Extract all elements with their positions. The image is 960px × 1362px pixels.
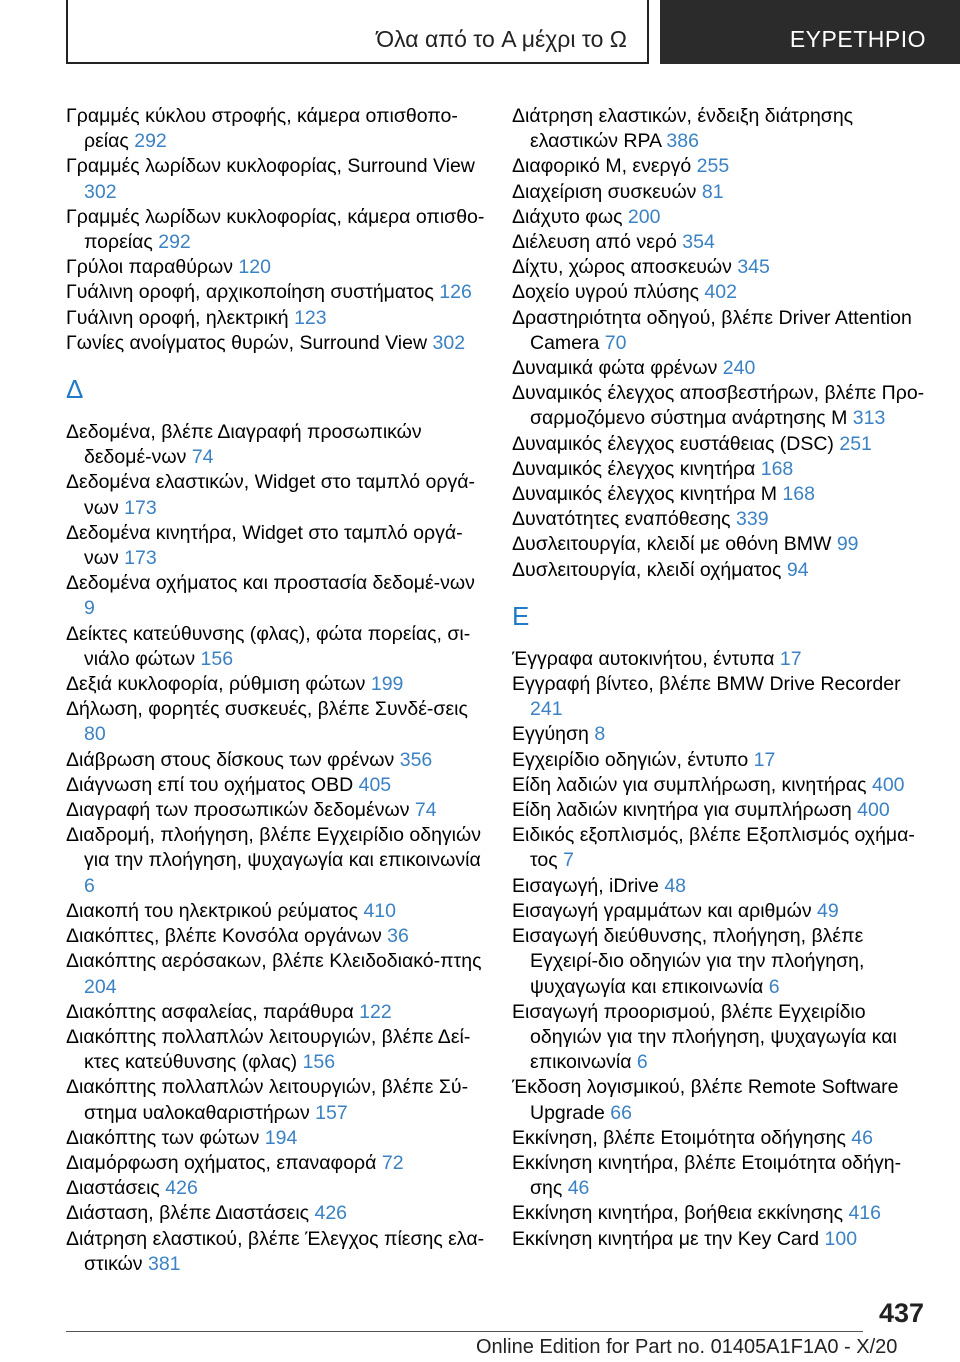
index-entry-text: Εισαγωγή γραμμάτων και αριθμών [512,899,812,922]
index-entry-text: Δείκτες κατεύθυνσης (φλας), φώτα πορείας, σι‐νιάλο φώτων [66,622,471,670]
page-reference-link[interactable]: 70 [604,331,627,354]
index-entry-text: Ειδικός εξοπλισμός, βλέπε Εξοπλισμός οχήμα‐τος [512,824,915,872]
section-header-tab [66,0,649,64]
page-reference-link[interactable]: 345 [737,256,770,279]
index-entry [512,798,930,823]
index-entry [66,255,486,280]
index-entry-text: Διάβρωση στους δίσκους των φρένων [66,748,395,771]
page-reference-link[interactable]: 74 [414,799,437,822]
index-entry [66,1126,486,1151]
page-reference-link[interactable]: 80 [84,723,106,746]
index-entry [512,1000,930,1076]
index-entry [66,949,486,999]
index-entry [512,457,930,482]
index-entry [66,1025,486,1075]
page-reference-link[interactable]: 48 [664,874,687,897]
page-reference-link[interactable]: 126 [439,281,472,304]
section-title: Όλα από το A μέχρι το Ω [376,26,627,52]
index-entry-text: Διάτρηση ελαστικών, ένδειξη διάτρησης ελαστικών RPA [512,105,854,153]
index-entry [512,1201,930,1226]
index-entry [66,1176,486,1201]
index-entry [66,331,486,356]
index-entry-text: Δραστηριότητα οδηγού, βλέπε Driver Attention Camera [512,306,912,354]
index-entry [512,748,930,773]
page-reference-link[interactable]: 194 [264,1126,298,1149]
index-entry-text: Γραμμές λωρίδων κυκλοφορίας, Surround View [66,155,475,178]
page-reference-link[interactable]: 416 [848,1202,881,1225]
page-reference-link[interactable]: 7 [563,849,574,872]
index-entry-text: Δεδομένα κινητήρα, Widget στο ταμπλό οργά‐νων [66,521,463,570]
page-reference-link[interactable]: 46 [567,1177,590,1200]
index-entry-text: Εγγύηση [512,723,589,746]
page-reference-link[interactable]: 200 [627,205,661,228]
index-entry [512,1126,930,1151]
index-entry [512,381,930,431]
index-entry-text: Δεδομένα ελαστικών, Widget στο ταμπλό οργά‐νων [66,471,475,519]
index-entry-text: Διέλευση από νερό [512,231,677,254]
index-entry-text: Εκκίνηση κινητήρα με την Key Card [512,1227,820,1250]
index-entry [512,773,930,798]
index-entry-text: Διαστάσεις [66,1177,160,1200]
page-reference-link[interactable]: 74 [191,446,214,469]
index-entry [66,1000,486,1025]
page-reference-link[interactable]: 46 [851,1126,873,1149]
index-entry-text: Διαγραφή των προσωπικών δεδομένων [66,799,410,822]
footer-divider [66,1331,863,1332]
index-entry-text: Εισαγωγή διεύθυνσης, πλοήγηση, βλέπε Εγχειρί‐διο οδηγιών για την πλοήγηση, ψυχαγωγία και επικοινωνία [512,925,865,998]
index-entry [66,672,486,697]
index-entry [66,823,486,899]
page-reference-link[interactable]: 241 [530,698,563,721]
page-reference-link[interactable]: 251 [839,432,872,455]
page-reference-link[interactable]: 354 [682,231,715,254]
index-entry-text: Διακόπτης πολλαπλών λειτουργιών, βλέπε Σύ‐στημα υαλοκαθαριστήρων [66,1076,469,1124]
index-entry [512,532,930,557]
page-reference-link[interactable]: 292 [158,231,191,254]
index-entry-text: Εισαγωγή, iDrive [512,874,659,897]
page-reference-link[interactable]: 313 [852,407,886,430]
index-entry [66,571,486,621]
page-reference-link[interactable]: 240 [722,357,756,380]
index-entry-text: Διαφορικό M, ενεργό [512,155,692,178]
page-reference-link[interactable]: 426 [165,1177,198,1200]
index-entry [66,1151,486,1176]
edition-text: Online Edition for Part no. 01405A1F1A0 - X/20 [476,1336,898,1358]
index-entry-text: Είδη λαδιών για συμπλήρωση, κινητήρας [512,773,867,796]
index-entry [66,697,486,747]
page-reference-link[interactable]: 426 [314,1202,348,1225]
gamma-entries [66,104,486,356]
index-entry [512,899,930,924]
index-entry-text: Γυάλινη οροφή, ηλεκτρική [66,306,289,329]
index-entry [66,521,486,571]
index-entry [66,924,486,949]
page-reference-link[interactable]: 302 [84,180,117,203]
index-entry-text: Διακόπτης αερόσακων, βλέπε Κλειδοδιακό‐πτης [66,950,482,973]
page-reference-link[interactable]: 168 [782,483,815,506]
index-entry-text: Δεδομένα, βλέπε Διαγραφή προσωπικών δεδομέ‐νων [66,421,422,469]
page-reference-link[interactable]: 199 [370,673,404,696]
index-entry-text: Δυναμικός έλεγχος κινητήρα M [512,483,777,506]
delta-entries [66,420,486,1277]
index-entry-text: Εγχειρίδιο οδηγιών, έντυπο [512,748,749,771]
index-entry [512,558,930,583]
index-entry-text: Γραμμές λωρίδων κυκλοφορίας, κάμερα οπισθο‐πορείας [66,205,485,254]
page-reference-link[interactable]: 120 [238,256,271,279]
index-entry-text: Έγγραφα αυτοκινήτου, έντυπα [512,647,775,670]
page-reference-link[interactable]: 9 [84,597,95,620]
page-reference-link[interactable]: 302 [432,331,466,354]
index-entry-text: Γωνίες ανοίγματος θυρών, Surround View [66,331,428,354]
page-reference-link[interactable]: 100 [824,1227,858,1250]
index-entry-text: Διακόπτες, βλέπε Κονσόλα οργάνων [66,925,382,948]
page-reference-link[interactable]: 339 [736,508,769,531]
index-entry [512,647,930,672]
page-reference-link[interactable]: 122 [359,1000,392,1023]
page-reference-link[interactable]: 173 [124,496,157,519]
page-reference-link[interactable]: 381 [147,1252,181,1275]
index-entry-text: Εκκίνηση, βλέπε Ετοιμότητα οδήγησης [512,1126,846,1149]
index-entry [512,874,930,899]
index-entry-text: Διάσταση, βλέπε Διαστάσεις [66,1202,310,1225]
page-reference-link[interactable]: 66 [610,1101,632,1124]
index-entry-text: Δυνατότητες εναπόθεσης [512,508,731,531]
page-reference-link[interactable]: 36 [387,925,409,948]
page-reference-link[interactable]: 156 [302,1051,336,1074]
page-reference-link[interactable]: 156 [200,647,234,670]
index-entry [512,255,930,280]
index-entry-text: Γραμμές κύκλου στροφής, κάμερα οπισθοπο‐ρείας [66,105,458,153]
page-reference-link[interactable]: 255 [696,155,730,178]
page-reference-link[interactable]: 99 [836,533,859,556]
index-column-right [512,104,930,1252]
index-entry-text: Είδη λαδιών κινητήρα για συμπλήρωση [512,799,852,822]
index-entry [66,280,486,305]
index-entry [66,205,486,255]
index-entry [512,823,930,873]
page-reference-link[interactable]: 17 [779,647,802,670]
page-reference-link[interactable]: 386 [666,130,699,153]
index-entry [66,798,486,823]
page-reference-link[interactable]: 356 [399,748,433,771]
page-reference-link[interactable]: 94 [786,558,809,581]
page-reference-link[interactable]: 49 [817,899,839,922]
page-reference-link[interactable]: 204 [84,975,117,998]
page-number: 437 [878,1298,924,1328]
index-entry [66,1201,486,1226]
index-entry-text: Έκδοση λογισμικού, βλέπε Remote Software Upgrade [512,1076,899,1124]
index-entry [66,773,486,798]
index-tab[interactable] [660,0,960,64]
page-reference-link[interactable]: 410 [363,899,396,922]
index-entry-text: Δυναμικός έλεγχος κινητήρα [512,457,756,480]
index-entry [512,230,930,255]
index-entry-text: Διαχείριση συσκευών [512,180,697,203]
index-entry [512,1227,930,1252]
index-entry-text: Διαδρομή, πλοήγηση, βλέπε Εγχειρίδιο οδηγιών για την πλοήγηση, ψυχαγωγία και επικοινωνία [66,824,481,872]
index-entry [512,432,930,457]
page-reference-link[interactable]: 6 [636,1051,648,1074]
index-entry [66,104,486,154]
index-tab-label: ΕΥΡΕΤΗΡΙΟ [789,26,926,52]
index-entry-text: Γυάλινη οροφή, αρχικοποίηση συστήματος [66,281,434,304]
page-reference-link[interactable]: 6 [768,975,780,998]
index-entry-text: Εισαγωγή προορισμού, βλέπε Εγχειρίδιο οδηγιών για την πλοήγηση, ψυχαγωγία και επικοινωνία [512,1000,897,1074]
index-entry-text: Δυναμικός έλεγχος αποσβεστήρων, βλέπε Προ‐σαρμοζόμενο σύστημα ανάρτησης M [512,382,925,430]
index-entry [66,420,486,470]
page-reference-link[interactable]: 168 [760,457,794,480]
index-entry-text: Διακόπτης ασφαλείας, παράθυρα [66,1000,354,1023]
page-reference-link[interactable]: 123 [294,306,327,329]
index-entry-text: Διακόπτης πολλαπλών λειτουργιών, βλέπε Δεί‐κτες κατεύθυνσης (φλας) [66,1025,471,1074]
index-entry [66,899,486,924]
index-entry-text: Δήλωση, φορητές συσκευές, βλέπε Συνδέ‐σεις [66,698,468,721]
index-entry-text: Δίχτυ, χώρος αποσκευών [512,256,732,279]
page-reference-link[interactable]: 400 [871,773,905,796]
index-entry-text: Δεδομένα οχήματος και προστασία δεδομέ‐νων [66,572,475,595]
index-entry [512,1151,930,1201]
index-entry [512,205,930,230]
epsilon-entries [512,647,930,1252]
index-entry-text: Δοχείο υγρού πλύσης [512,281,699,304]
page-reference-link[interactable]: 72 [381,1151,404,1174]
index-entry [512,280,930,305]
page-reference-link[interactable]: 157 [315,1101,348,1124]
page-reference-link[interactable]: 8 [594,723,606,746]
index-entry [66,306,486,331]
index-entry [512,482,930,507]
index-entry [66,748,486,773]
index-entry-text: Γρύλοι παραθύρων [66,256,233,279]
index-entry-text: Εκκίνηση κινητήρα, βλέπε Ετοιμότητα οδήγη‐σης [512,1151,902,1200]
index-entry [512,672,930,722]
index-entry-text: Διακοπή του ηλεκτρικού ρεύματος [66,899,359,922]
page-reference-link[interactable]: 402 [704,281,737,304]
index-entry-text: Δεξιά κυκλοφορία, ρύθμιση φώτων [66,673,366,696]
page-reference-link[interactable]: 405 [358,773,392,796]
index-letter-epsilon: Ε [512,600,530,631]
index-column-left [66,104,486,1277]
index-entry-text: Δυσλειτουργία, κλειδί με οθόνη BMW [512,533,832,556]
index-entry-text: Δυναμικά φώτα φρένων [512,357,718,380]
delta-entries-continued [512,104,930,583]
page-reference-link[interactable]: 17 [753,748,776,771]
page-reference-link[interactable]: 292 [134,130,167,153]
index-entry-text: Διαμόρφωση οχήματος, επαναφορά [66,1151,377,1174]
index-entry [512,154,930,179]
index-entry [512,1075,930,1125]
index-entry-text: Διάγνωση επί του οχήματος OBD [66,773,354,796]
page-reference-link[interactable]: 400 [857,799,890,822]
page-reference-link[interactable]: 81 [701,180,724,203]
index-entry [66,1075,486,1125]
index-entry [66,154,486,204]
index-entry [512,722,930,747]
index-entry-text: Διάτρηση ελαστικού, βλέπε Έλεγχος πίεσης ελα‐στικών [66,1227,485,1275]
index-letter-delta: Δ [66,374,84,405]
index-entry [512,104,930,154]
page-reference-link[interactable]: 6 [84,874,95,897]
index-entry [66,1227,486,1277]
index-entry-text: Διακόπτης των φώτων [66,1126,260,1149]
index-entry [512,924,930,1000]
index-entry-text: Δυναμικός έλεγχος ευστάθειας (DSC) [512,432,834,455]
index-entry [512,356,930,381]
index-entry [512,180,930,205]
index-entry-text: Δυσλειτουργία, κλειδί οχήματος [512,558,782,581]
page-reference-link[interactable]: 173 [124,547,157,570]
index-entry [512,306,930,356]
index-entry [512,507,930,532]
index-entry-text: Εκκίνηση κινητήρα, βοήθεια εκκίνησης [512,1202,844,1225]
index-entry [66,622,486,672]
index-entry [66,470,486,520]
index-entry-text: Διάχυτο φως [512,205,623,228]
index-entry-text: Εγγραφή βίντεο, βλέπε BMW Drive Recorder [512,673,901,696]
